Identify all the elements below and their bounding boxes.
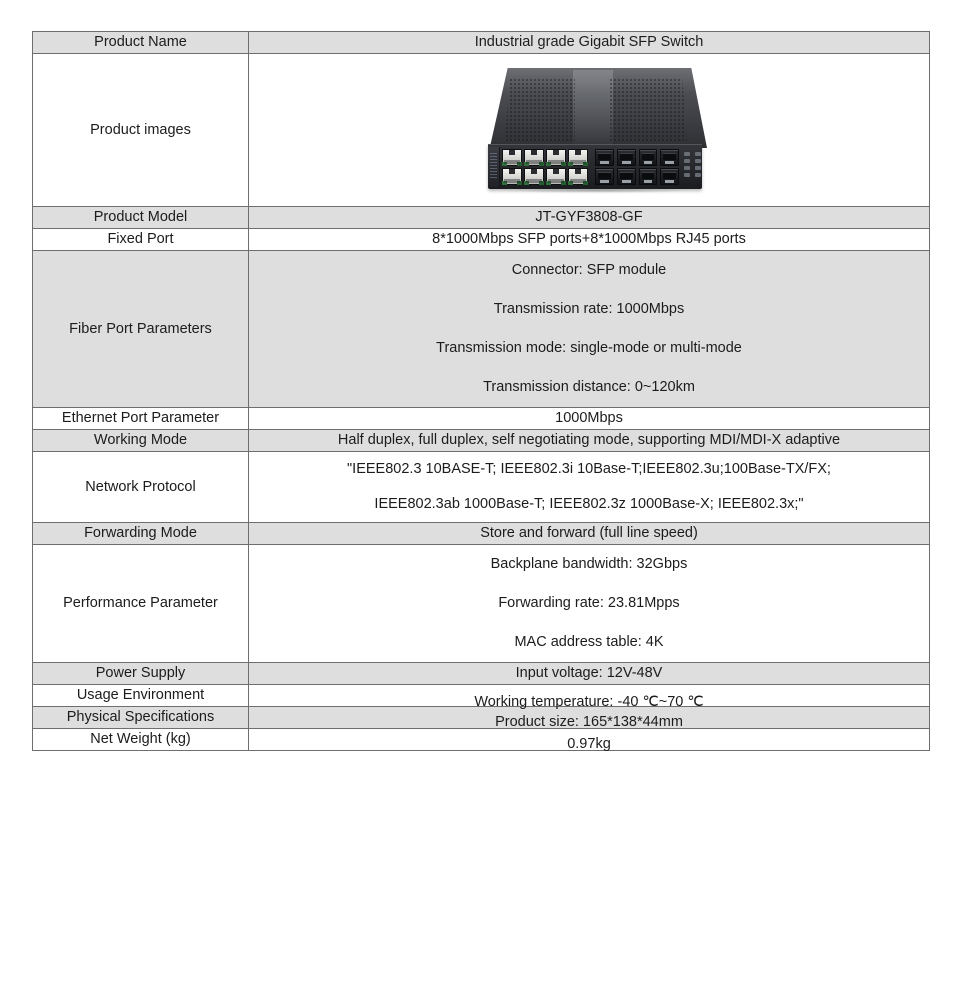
row-label-net-weight: Net Weight (kg): [33, 729, 249, 751]
product-size-text: Product size: 165*138*44mm: [495, 714, 683, 731]
protocol-line-2: IEEE802.3ab 1000Base-T; IEEE802.3z 1000Base-X; IEEE802.3x;": [374, 496, 804, 513]
row-label-forwarding-mode: Forwarding Mode: [33, 523, 249, 545]
port-led-icon: [561, 162, 566, 166]
row-label-product-images: Product images: [33, 54, 249, 207]
row-value-power-supply: Input voltage: 12V-48V: [249, 663, 930, 685]
row-value-performance-parameter: [249, 545, 930, 663]
sfp-port: [595, 168, 614, 185]
fiber-mode-line: Transmission mode: single-mode or multi-mode: [436, 340, 742, 357]
status-led-icon: [684, 152, 690, 156]
rj45-port: [546, 149, 566, 166]
status-led-icon: [695, 159, 701, 163]
port-led-icon: [517, 181, 522, 185]
port-led-icon: [524, 162, 529, 166]
mac-address-table-line: MAC address table: 4K: [514, 634, 664, 651]
sfp-port-group: [595, 149, 679, 185]
device-drop-shadow: [503, 188, 689, 193]
rj45-port-group: [502, 149, 588, 185]
sfp-port: [639, 149, 658, 166]
sfp-port: [617, 149, 636, 166]
rj45-port: [524, 168, 544, 185]
port-led-icon: [561, 181, 566, 185]
port-led-icon: [539, 162, 544, 166]
device-mounting-ear: [488, 147, 500, 187]
table-row: [33, 663, 930, 685]
row-value-product-name: Industrial grade Gigabit SFP Switch: [249, 32, 930, 54]
port-led-icon: [517, 162, 522, 166]
port-led-icon: [546, 162, 551, 166]
row-label-working-mode: Working Mode: [33, 430, 249, 452]
row-value-product-images: [249, 54, 930, 207]
status-led-icon: [684, 173, 690, 177]
table-row: [33, 452, 930, 523]
device-front-panel: [488, 144, 702, 189]
device-vent-left: [505, 78, 575, 142]
row-label-product-name: Product Name: [33, 32, 249, 54]
row-label-fixed-port: Fixed Port: [33, 229, 249, 251]
port-led-icon: [583, 162, 588, 166]
status-led-icon: [695, 152, 701, 156]
sfp-port: [660, 168, 679, 185]
row-value-usage-environment: [249, 685, 930, 711]
port-led-icon: [546, 181, 551, 185]
port-led-icon: [568, 181, 573, 185]
row-value-fiber-port-parameters: [249, 251, 930, 408]
rj45-port: [568, 168, 588, 185]
table-row: [33, 32, 930, 54]
status-led-bank: [684, 152, 701, 177]
net-weight-text: 0.97kg: [567, 736, 611, 753]
device-vent-right: [609, 78, 687, 142]
table-row: [33, 523, 930, 545]
table-row: [33, 251, 930, 408]
port-led-icon: [524, 181, 529, 185]
table-row: [33, 54, 930, 207]
switch-device-illustration: [483, 68, 707, 192]
rj45-port: [502, 168, 522, 185]
row-value-physical-specifications: [249, 707, 930, 729]
port-led-icon: [568, 162, 573, 166]
row-label-usage-environment: Usage Environment: [33, 685, 249, 707]
port-led-icon: [583, 181, 588, 185]
row-value-net-weight: [249, 729, 930, 751]
fiber-distance-line: Transmission distance: 0~120km: [483, 379, 695, 396]
rj45-port: [524, 149, 544, 166]
product-specification-table: [32, 31, 930, 751]
status-led-icon: [695, 166, 701, 170]
protocol-line-1: "IEEE802.3 10BASE-T; IEEE802.3i 10Base-T;IEEE802.3u;100Base-TX/FX;: [347, 461, 831, 478]
table-row: [33, 685, 930, 707]
status-led-icon: [684, 166, 690, 170]
row-label-performance-parameter: Performance Parameter: [33, 545, 249, 663]
row-value-network-protocol: [249, 452, 930, 523]
table-row: [33, 207, 930, 229]
table-row: [33, 707, 930, 729]
table-row: [33, 729, 930, 751]
sfp-port: [617, 168, 636, 185]
rj45-port: [568, 149, 588, 166]
row-value-working-mode: Half duplex, full duplex, self negotiating mode, supporting MDI/MDI-X adaptive: [249, 430, 930, 452]
table-row: [33, 545, 930, 663]
status-led-icon: [684, 159, 690, 163]
row-label-ethernet-port-parameter: Ethernet Port Parameter: [33, 408, 249, 430]
fiber-connector-line: Connector: SFP module: [511, 262, 667, 279]
spec-table-body: [33, 32, 930, 751]
table-row: [33, 408, 930, 430]
product-image: [249, 54, 929, 206]
port-led-icon: [502, 181, 507, 185]
port-led-icon: [502, 162, 507, 166]
backplane-bandwidth-line: Backplane bandwidth: 32Gbps: [490, 556, 688, 573]
status-led-icon: [695, 173, 701, 177]
rj45-port: [546, 168, 566, 185]
row-label-power-supply: Power Supply: [33, 663, 249, 685]
row-label-product-model: Product Model: [33, 207, 249, 229]
row-label-fiber-port-parameters: Fiber Port Parameters: [33, 251, 249, 408]
row-value-ethernet-port-parameter: 1000Mbps: [249, 408, 930, 430]
row-value-fixed-port: 8*1000Mbps SFP ports+8*1000Mbps RJ45 ports: [249, 229, 930, 251]
forwarding-rate-line: Forwarding rate: 23.81Mpps: [498, 595, 680, 612]
device-lid-highlight: [573, 70, 613, 146]
spec-table-container: [32, 31, 930, 751]
sfp-port: [660, 149, 679, 166]
table-row: [33, 430, 930, 452]
sfp-port: [595, 149, 614, 166]
device-label-print: [490, 153, 497, 179]
row-label-network-protocol: Network Protocol: [33, 452, 249, 523]
working-temperature-text: Working temperature: -40 ℃~70 ℃: [474, 694, 704, 711]
rj45-port: [502, 149, 522, 166]
table-row: [33, 229, 930, 251]
row-value-forwarding-mode: Store and forward (full line speed): [249, 523, 930, 545]
row-label-physical-specifications: Physical Specifications: [33, 707, 249, 729]
fiber-rate-line: Transmission rate: 1000Mbps: [493, 301, 685, 318]
sfp-port: [639, 168, 658, 185]
row-value-product-model: JT-GYF3808-GF: [249, 207, 930, 229]
port-led-icon: [539, 181, 544, 185]
